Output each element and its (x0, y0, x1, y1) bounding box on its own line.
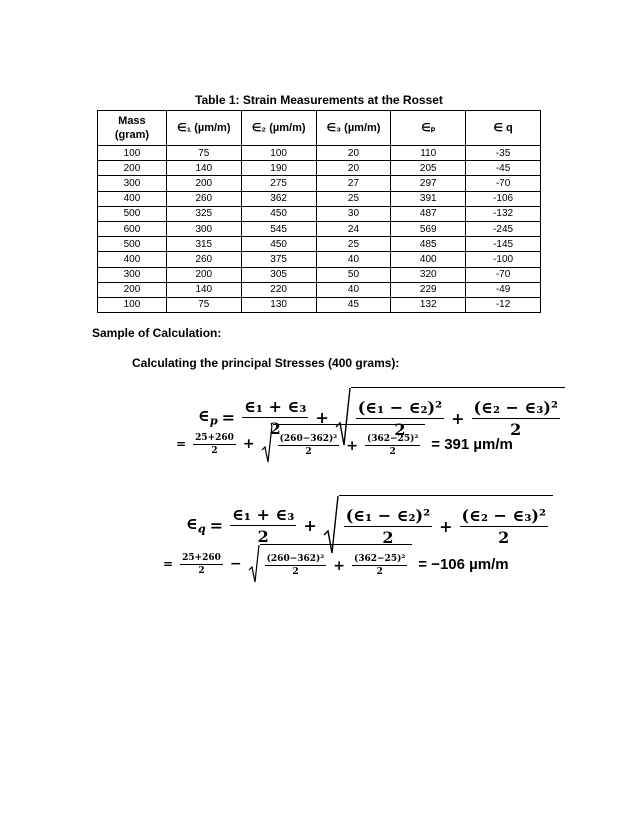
cell-e2: 450 (241, 206, 316, 221)
table-row (98, 282, 541, 297)
table-row (98, 221, 541, 236)
cell-e2: 305 (241, 267, 316, 282)
sample-heading: Sample of Calculation: (92, 326, 222, 340)
cell-e1: 260 (166, 252, 241, 267)
cell-e2: 450 (241, 237, 316, 252)
cell-e3: 24 (316, 221, 391, 236)
cell-e1: 75 (166, 146, 241, 161)
cell-e3: 25 (316, 191, 391, 206)
cell-mass: 200 (98, 282, 167, 297)
cell-mass: 400 (98, 252, 167, 267)
header-e2: ∈₂ (µm/m) (241, 111, 316, 146)
cell-e1: 325 (166, 206, 241, 221)
cell-ep: 569 (391, 221, 466, 236)
radical-sign-icon (261, 424, 273, 464)
cell-mass: 600 (98, 221, 167, 236)
cell-e1: 315 (166, 237, 241, 252)
cell-e3: 45 (316, 297, 391, 312)
cell-ep: 485 (391, 237, 466, 252)
cell-e1: 260 (166, 191, 241, 206)
cell-eq: -245 (466, 221, 541, 236)
cell-e2: 275 (241, 176, 316, 191)
header-mass-line1: Mass (118, 115, 146, 127)
numeric-ep: = $\frac{25+260}{2}$ + $\frac{\text{(260−362)²}}{2}$ + $\frac{\text{(362−25)²}}{2}$ = 391 µm/m (176, 424, 513, 464)
table-row (98, 161, 541, 176)
header-mass-line2: (gram) (114, 129, 150, 141)
formula-eq-fraction: $\frac{\text{∈₁ + ∈₃}}{2}$ (232, 504, 295, 546)
cell-mass: 100 (98, 297, 167, 312)
cell-e3: 27 (316, 176, 391, 191)
cell-ep: 205 (391, 161, 466, 176)
cell-e3: 30 (316, 206, 391, 221)
cell-e1: 75 (166, 297, 241, 312)
cell-mass: 300 (98, 267, 167, 282)
header-mass (98, 111, 167, 146)
cell-ep: 110 (391, 146, 466, 161)
cell-e2: 130 (241, 297, 316, 312)
cell-mass: 100 (98, 146, 167, 161)
cell-e1: 200 (166, 267, 241, 282)
table-row (98, 267, 541, 282)
table-row (98, 252, 541, 267)
header-e1: ∈₁ (µm/m) (166, 111, 241, 146)
cell-e2: 100 (241, 146, 316, 161)
header-ep: ∈ₚ (391, 111, 466, 146)
formula-ep: $\in_p$ = $\frac{\text{∈₁ + ∈₃}}{2}$ + $\frac{\text{(∈₁ − ∈₂)²}}{2}$ + $\frac{\text{(∈₂ − ∈₃)²}}{2}$ (198, 387, 565, 447)
calc-subheading: Calculating the principal Stresses (400 grams): (132, 356, 400, 370)
cell-mass: 500 (98, 237, 167, 252)
formula-ep-lhs: $\in_p$ (198, 406, 218, 428)
radical-sign-icon (248, 544, 260, 584)
table-body (98, 146, 541, 313)
strain-table (97, 110, 541, 313)
cell-ep: 487 (391, 206, 466, 221)
cell-eq: -132 (466, 206, 541, 221)
table-row (98, 176, 541, 191)
cell-ep: 297 (391, 176, 466, 191)
cell-eq: -70 (466, 176, 541, 191)
cell-e3: 40 (316, 252, 391, 267)
cell-e1: 300 (166, 221, 241, 236)
cell-eq: -100 (466, 252, 541, 267)
cell-e2: 220 (241, 282, 316, 297)
cell-e3: 25 (316, 237, 391, 252)
numeric-eq: = $\frac{25+260}{2}$ − $\frac{\text{(260−362)²}}{2}$ + $\frac{\text{(362−25)²}}{2}$ = −106 µm/m (163, 544, 509, 584)
header-eq: ∈ q (466, 111, 541, 146)
formula-ep-sqrt: $\frac{\text{(∈₁ − ∈₂)²}}{2}$ + $\frac{\text{(∈₂ − ∈₃)²}}{2}$ (335, 387, 565, 447)
cell-e1: 140 (166, 161, 241, 176)
cell-e3: 20 (316, 146, 391, 161)
cell-eq: -35 (466, 146, 541, 161)
cell-eq: -12 (466, 297, 541, 312)
header-e3: ∈₃ (µm/m) (316, 111, 391, 146)
table-row (98, 206, 541, 221)
cell-e2: 375 (241, 252, 316, 267)
formula-ep-fraction: $\frac{\text{∈₁ + ∈₃}}{2}$ (244, 396, 307, 438)
cell-eq: -70 (466, 267, 541, 282)
formula-eq-lhs: $\in_q$ (186, 514, 206, 536)
cell-ep: 391 (391, 191, 466, 206)
cell-mass: 200 (98, 161, 167, 176)
table-row (98, 297, 541, 312)
cell-e3: 40 (316, 282, 391, 297)
cell-e1: 200 (166, 176, 241, 191)
cell-ep: 320 (391, 267, 466, 282)
cell-eq: -45 (466, 161, 541, 176)
cell-eq: -145 (466, 237, 541, 252)
cell-e2: 362 (241, 191, 316, 206)
cell-e1: 140 (166, 282, 241, 297)
cell-mass: 500 (98, 206, 167, 221)
table-row (98, 146, 541, 161)
cell-e3: 50 (316, 267, 391, 282)
cell-ep: 400 (391, 252, 466, 267)
cell-e2: 190 (241, 161, 316, 176)
formula-eq: $\in_q$ = $\frac{\text{∈₁ + ∈₃}}{2}$ + $\frac{\text{(∈₁ − ∈₂)²}}{2}$ + $\frac{\text{(∈₂ − ∈₃)²}}{2}$ (186, 495, 553, 555)
cell-ep: 132 (391, 297, 466, 312)
table-header-row (98, 111, 541, 146)
cell-e2: 545 (241, 221, 316, 236)
table-caption: Table 1: Strain Measurements at the Rosset (195, 93, 443, 107)
table-row (98, 191, 541, 206)
numeric-ep-result: = 391 µm/m (431, 435, 513, 453)
cell-mass: 400 (98, 191, 167, 206)
formula-eq-sqrt: $\frac{\text{(∈₁ − ∈₂)²}}{2}$ + $\frac{\text{(∈₂ − ∈₃)²}}{2}$ (323, 495, 553, 555)
cell-mass: 300 (98, 176, 167, 191)
cell-e3: 20 (316, 161, 391, 176)
numeric-eq-result: = −106 µm/m (418, 555, 509, 573)
cell-eq: -49 (466, 282, 541, 297)
table-row (98, 237, 541, 252)
cell-eq: -106 (466, 191, 541, 206)
cell-ep: 229 (391, 282, 466, 297)
